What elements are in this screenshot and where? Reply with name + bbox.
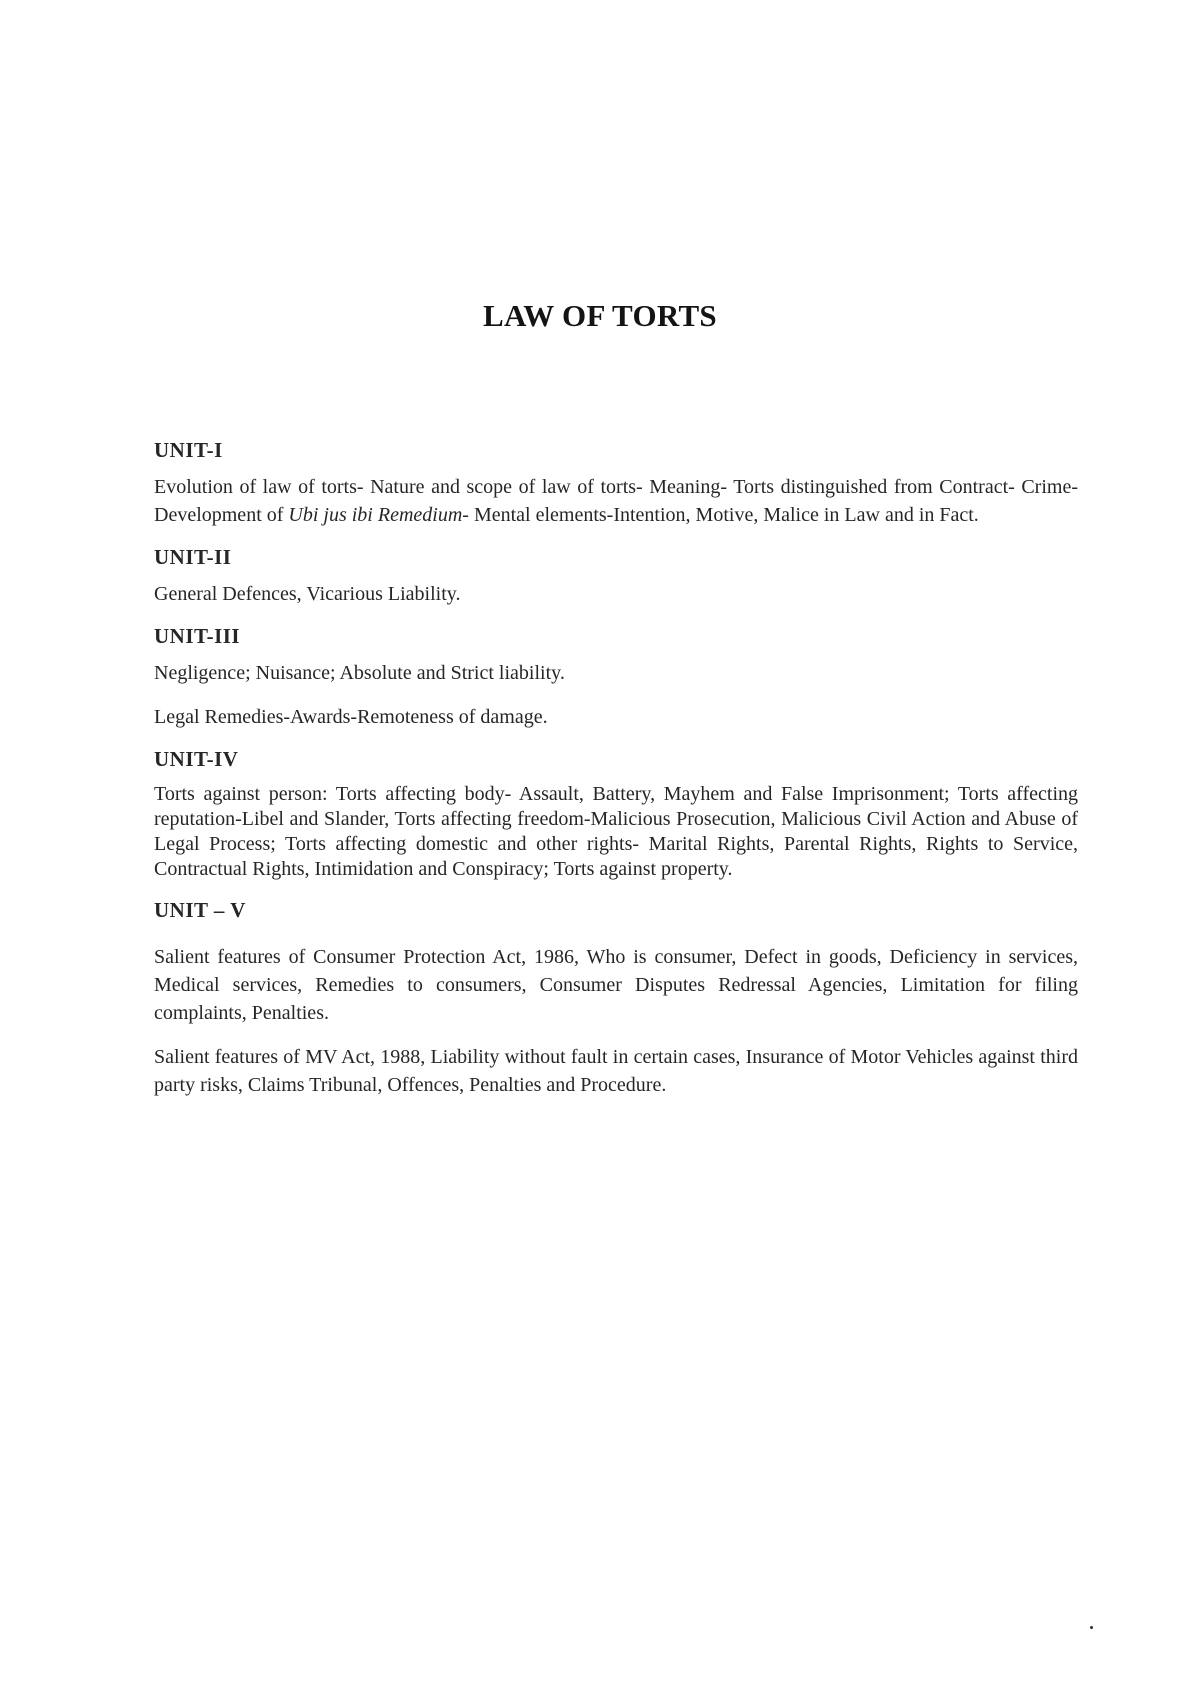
- unit-1-section: [154, 438, 1078, 529]
- latin-maxim: Ubi jus ibi Remedium: [288, 504, 463, 526]
- unit-paragraph: Salient features of Consumer Protection Act, 1986, Who is consumer, Defect in goods, Deficiency in services, Medical services, Remedies to consumers, Consumer Disputes Redressal Agencies, Limitation for filing complaints, Penalties.: [154, 946, 1078, 1024]
- unit-heading: UNIT-III: [154, 624, 241, 648]
- unit-paragraph: General Defences, Vicarious Liability.: [154, 583, 461, 605]
- page-dot-mark: [1090, 1626, 1093, 1629]
- unit-3-section: [154, 624, 1078, 731]
- unit-4-section: [154, 747, 1078, 882]
- unit-heading: UNIT-I: [154, 438, 223, 462]
- unit-heading: UNIT-IV: [154, 747, 239, 771]
- unit-heading: UNIT-II: [154, 545, 232, 569]
- paragraph-text: - Mental elements-Intention, Motive, Malice in Law and in Fact.: [462, 504, 979, 526]
- unit-paragraph: Torts against person: Torts affecting body- Assault, Battery, Mayhem and False Imprisonment; Torts affecting reputation-Libel and Slander, Torts affecting freedom-Malicious Prosecution, Malicious Civil Action and Abuse of Legal Process; Torts affecting domestic and other rights- Marital Rights, Parental Rights, Rights to Service, Contractual Rights, Intimidation and Conspiracy; Torts against property.: [154, 783, 1078, 880]
- document-title: LAW OF TORTS: [483, 298, 717, 333]
- unit-heading: UNIT – V: [154, 898, 246, 922]
- syllabus-content: [154, 438, 1078, 1115]
- unit-paragraph: Negligence; Nuisance; Absolute and Strict liability.: [154, 662, 565, 684]
- unit-paragraph: Salient features of MV Act, 1988, Liability without fault in certain cases, Insurance of Motor Vehicles against third party risks, Claims Tribunal, Offences, Penalties and Procedure.: [154, 1046, 1078, 1096]
- unit-paragraph: [154, 473, 1078, 529]
- unit-paragraph: Legal Remedies-Awards-Remoteness of damage.: [154, 706, 548, 728]
- unit-2-section: [154, 545, 1078, 608]
- unit-5-section: [154, 898, 1078, 1099]
- paragraph-text: Evolution of law of torts- Nature and scope of law of torts- Meaning- Torts distinguished from Contract- Crime- Development of: [154, 476, 1078, 526]
